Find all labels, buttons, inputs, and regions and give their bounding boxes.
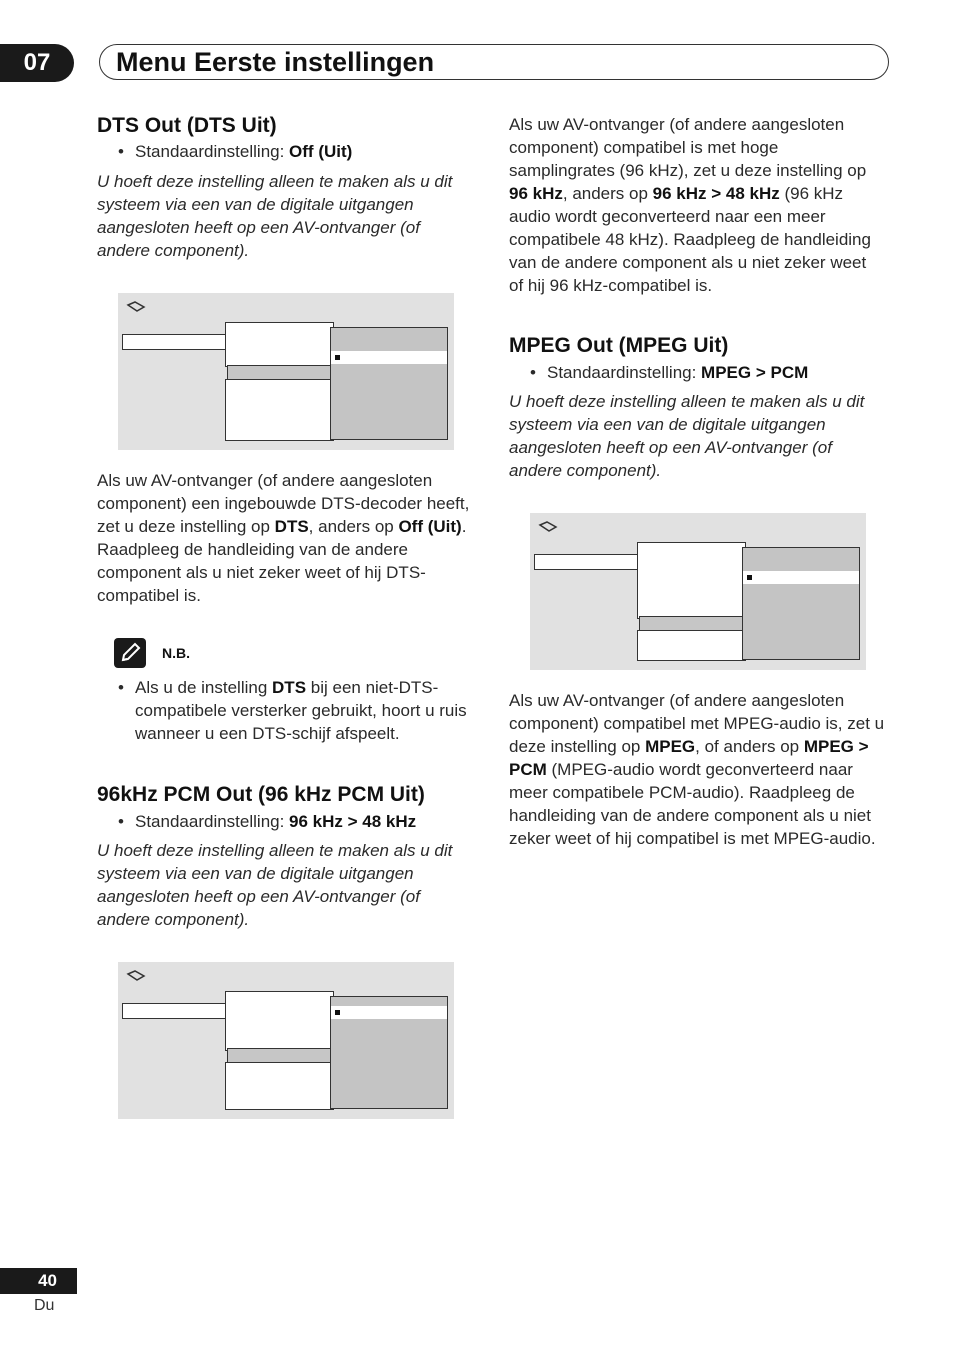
menu-sub-panel-bottom [225,1062,334,1110]
mpeg-default-value: MPEG > PCM [701,363,809,382]
menu-main-item [122,1003,234,1019]
menu-option-marker [335,1010,340,1015]
mpeg-heading: MPEG Out (MPEG Uit) [509,334,729,357]
disc-icon [538,520,558,534]
menu-sub-panel-top [225,991,334,1051]
note-label: N.B. [162,645,190,661]
dts-menu-screen [118,293,454,450]
menu-option-highlight [331,351,447,364]
menu-options-panel [330,327,448,440]
pcm-default-bullet: • Standaardinstelling: 96 kHz > 48 kHz [118,812,417,831]
note-bullet: • Als u de instelling DTS bij een niet-DTS-compatibele versterker gebruikt, hoort u ruis wanneer u een DTS-schijf afspeelt. [118,678,467,743]
chapter-number-badge: 07 [0,44,74,82]
mpeg-body: Als uw AV-ontvanger (of andere aangesloten component) compatibel met MPEG-audio is, zet u deze instelling op MPEG, of anders op MPEG > PCM (MPEG-audio wordt geconverteerd naar meer compatibele PCM-audio). Raadpleeg de handleiding van de andere component als u niet zeker weet of hij compatibel is met MPEG-audio. [509,691,885,848]
menu-option-marker [335,355,340,360]
dts-italic-note: U hoeft deze instelling alleen te maken als u dit systeem via een van de digitale uitgangen aangesloten heeft op een AV-ontvanger (of andere component). [97,172,453,260]
page-language: Du [34,1297,55,1314]
menu-sub-panel-top [225,322,334,367]
dts-default-bullet: • Standaardinstelling: Off (Uit) [118,142,353,161]
mpeg-italic-note: U hoeft deze instelling alleen te maken als u dit systeem via een van de digitale uitgangen aangesloten heeft op een AV-ontvanger (of andere component). [509,392,865,480]
pcm-heading: 96kHz PCM Out (96 kHz PCM Uit) [97,783,425,806]
disc-icon [126,969,146,983]
dts-heading: DTS Out (DTS Uit) [97,114,277,137]
menu-main-item [122,334,234,350]
mpeg-menu-screen [530,513,866,670]
menu-sub-panel-bottom [637,630,746,661]
chapter-title: Menu Eerste instellingen [116,47,435,77]
note-pencil-icon [114,638,146,668]
menu-options-panel [742,547,860,660]
pcm-italic-note: U hoeft deze instelling alleen te maken als u dit systeem via een van de digitale uitgangen aangesloten heeft op een AV-ontvanger (of andere component). [97,841,453,929]
dts-body: Als uw AV-ontvanger (of andere aangesloten component) een ingebouwde DTS-decoder heeft, zet u deze instelling op DTS, anders op Off (Uit). Raadpleeg de handleiding van de andere component als u niet zeker weet of hij DTS-compatibel is. [97,471,470,605]
page-number: 40 [0,1268,77,1294]
menu-main-item [534,554,646,570]
pcm-default-value: 96 kHz > 48 kHz [289,812,417,831]
menu-option-marker [747,575,752,580]
disc-icon [126,300,146,314]
pcm-menu-screen [118,962,454,1119]
menu-sub-panel-top [637,542,746,619]
pcm-body: Als uw AV-ontvanger (of andere aangesloten component) compatibel is met hoge samplingrates (96 kHz), zet u deze instelling op 96 kHz, anders op 96 kHz > 48 kHz (96 kHz audio wordt geconverteerd naar een meer compatibele 48 kHz). Raadpleeg de handleiding van de andere component als u niet zeker weet of hij 96 kHz-compatibel is. [509,115,871,295]
menu-option-highlight [331,1006,447,1019]
dts-default-value: Off (Uit) [289,142,353,161]
menu-sub-panel-bottom [225,379,334,441]
menu-option-highlight [743,571,859,584]
mpeg-default-bullet: • Standaardinstelling: MPEG > PCM [530,363,809,382]
